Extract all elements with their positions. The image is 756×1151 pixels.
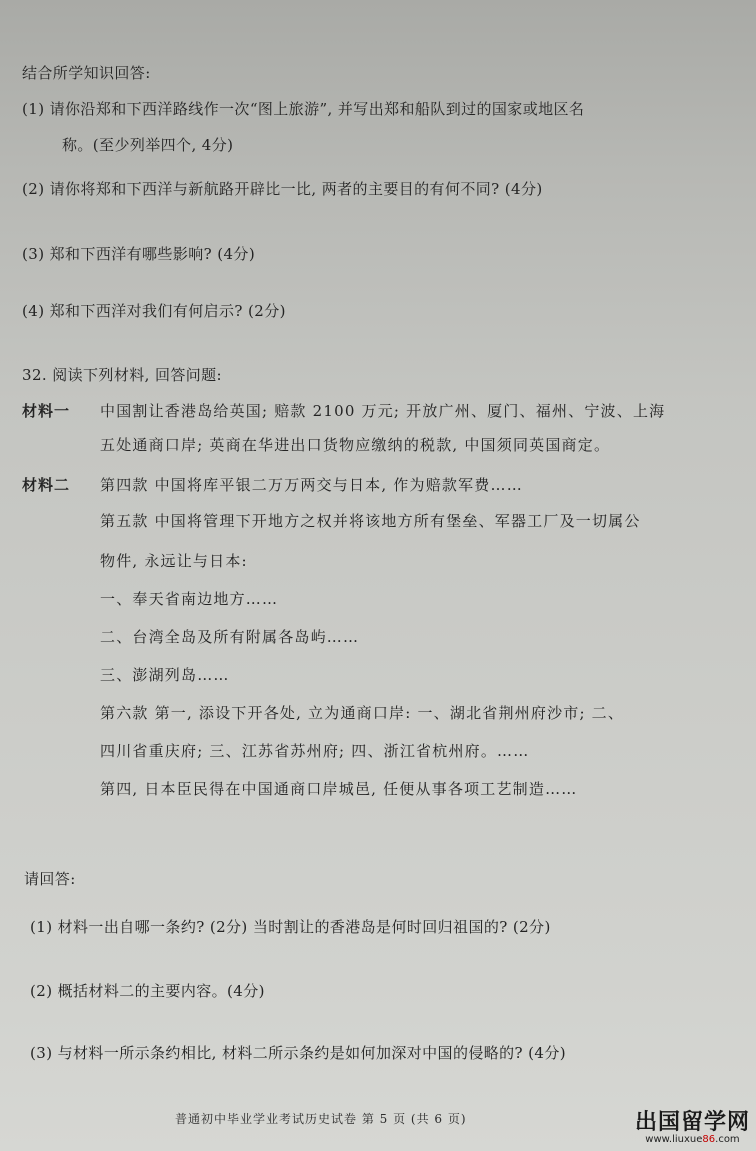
material-two-line5: 二、台湾全岛及所有附属各岛屿……	[100, 628, 360, 646]
material-two-label: 材料二	[22, 476, 71, 494]
q32-question1: (1) 材料一出自哪一条约? (2分) 当时割让的香港岛是何时回归祖国的? (2分)	[30, 918, 551, 936]
material-one-line1: 中国割让香港岛给英国; 赔款 2100 万元; 开放广州、厦门、福州、宁波、上海	[100, 402, 666, 420]
material-two-line6: 三、澎湖列岛……	[100, 666, 230, 684]
answer-heading: 请回答:	[24, 870, 76, 888]
material-two-line9: 第四, 日本臣民得在中国通商口岸城邑, 任便从事各项工艺制造……	[100, 780, 578, 798]
material-two-line2: 第五款 中国将管理下开地方之权并将该地方所有堡垒、军器工厂及一切属公	[100, 512, 641, 530]
page-footer: 普通初中毕业学业考试历史试卷 第 5 页 (共 6 页)	[175, 1112, 467, 1126]
watermark-url	[635, 1134, 750, 1146]
q31-item3: (3) 郑和下西洋有哪些影响? (4分)	[22, 245, 256, 263]
intro-text: 结合所学知识回答:	[22, 64, 151, 82]
q32-question3: (3) 与材料一所示条约相比, 材料二所示条约是如何加深对中国的侵略的? (4分)	[30, 1044, 567, 1062]
material-two-line8: 四川省重庆府; 三、江苏省苏州府; 四、浙江省杭州府。……	[100, 742, 530, 760]
q32-question2: (2) 概括材料二的主要内容。(4分)	[30, 982, 265, 1000]
q32-heading: 32. 阅读下列材料, 回答问题:	[22, 366, 223, 384]
watermark-title: 出国留学网	[634, 1110, 750, 1135]
site-watermark	[635, 1112, 750, 1146]
watermark-url-suffix: .com	[715, 1134, 740, 1145]
q31-item1-line2: 称。(至少列举四个, 4分)	[62, 136, 234, 154]
q31-item4: (4) 郑和下西洋对我们有何启示? (2分)	[22, 302, 286, 320]
watermark-url-prefix: www.liuxue	[645, 1134, 703, 1145]
material-two-line1: 第四款 中国将库平银二万万两交与日本, 作为赔款军费……	[100, 476, 523, 494]
material-one-label: 材料一	[22, 402, 71, 420]
q31-item2: (2) 请你将郑和下西洋与新航路开辟比一比, 两者的主要目的有何不同? (4分)	[22, 180, 543, 198]
material-two-line3: 物件, 永远让与日本:	[100, 552, 248, 570]
q31-item1-line1: (1) 请你沿郑和下西洋路线作一次“图上旅游”, 并写出郑和船队到过的国家或地区名	[22, 100, 585, 118]
watermark-url-highlight: 86	[702, 1134, 716, 1145]
material-one-line2: 五处通商口岸; 英商在华进出口货物应缴纳的税款, 中国须同英国商定。	[100, 436, 611, 454]
material-two-line4: 一、奉天省南边地方……	[100, 590, 279, 608]
material-two-line7: 第六款 第一, 添设下开各处, 立为通商口岸: 一、湖北省荆州府沙市; 二、	[100, 704, 625, 722]
